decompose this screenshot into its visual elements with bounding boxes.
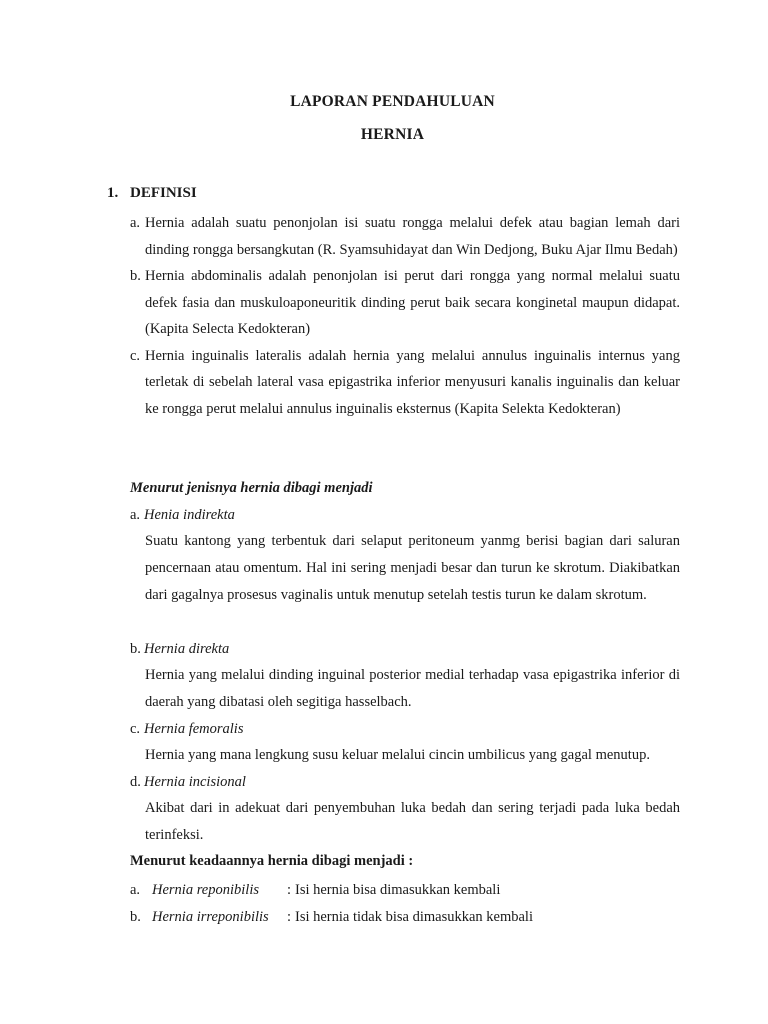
list-marker: a. [130, 507, 141, 523]
condition-heading: Menurut keadaannya hernia dibagi menjadi : [130, 853, 414, 869]
condition-term: Hernia reponibilis [152, 882, 260, 898]
type-description: Suatu kantong yang terbentuk dari selaput peritoneum yanmg berisi bagian dari saluran pencernaan atau omentum. Hal ini sering menjadi besar dan turun ke skrotum. Diakibatkan dari gagalnya prosesus vaginalis untuk menutup setelah testis turun ke dalam skrotum. [145, 533, 680, 603]
definition-item [130, 343, 680, 423]
list-marker: b. [130, 268, 141, 284]
type-description: Hernia yang mana lengkung susu keluar melalui cincin umbilicus yang gagal menutup. [145, 747, 650, 763]
type-description: Hernia yang melalui dinding inguinal posterior medial terhadap vasa epigastrika inferior di daerah yang dibatasi oleh segitiga hasselbach. [145, 667, 680, 710]
list-marker: a. [130, 882, 141, 898]
type-label: Hernia femoralis [144, 721, 244, 737]
list-marker: c. [130, 721, 141, 737]
condition-description: Isi hernia tidak bisa dimasukkan kembali [295, 909, 533, 925]
condition-row [130, 904, 533, 930]
list-marker: b. [130, 641, 141, 657]
condition-row [130, 877, 500, 903]
list-marker: d. [130, 774, 141, 790]
type-heading: Menurut jenisnya hernia dibagi menjadi [130, 480, 373, 496]
list-marker: c. [130, 347, 141, 364]
definition-list [130, 210, 680, 422]
list-marker: a. [130, 215, 141, 231]
definition-text: Hernia abdominalis adalah penonjolan isi perut dari rongga yang normal melalui suatu defek fasia dan muskuloaponeuritik dinding perut baik secara konginetal maupun didapat. (Kapita Selecta Kedokteran) [145, 268, 680, 337]
list-marker: b. [130, 909, 141, 925]
type-label: Hernia incisional [144, 774, 246, 790]
type-item [130, 769, 680, 849]
definition-item [130, 263, 680, 343]
section-title: DEFINISI [130, 185, 197, 201]
definition-item [130, 210, 680, 263]
condition-term: Hernia irreponibilis [152, 909, 269, 925]
type-item [130, 636, 680, 716]
section-heading [107, 185, 197, 202]
document-subtitle: HERNIA [360, 126, 425, 143]
condition-separator: : [287, 909, 292, 925]
condition-description: Isi hernia bisa dimasukkan kembali [295, 882, 501, 898]
type-item [130, 502, 680, 608]
definition-text: Hernia inguinalis lateralis adalah hernia yang melalui annulus inguinalis internus yang terletak di sebelah lateral vasa epigastrika inferior menyusuri kanalis inguinalis dan keluar ke rongga perut melalui annulus inguinalis eksternus (Kapita Selekta Kedokteran) [145, 347, 680, 417]
document-title: LAPORAN PENDAHULUAN [290, 93, 495, 110]
type-label: Hernia direkta [144, 641, 230, 657]
condition-separator: : [287, 882, 292, 898]
definition-text: Hernia adalah suatu penonjolan isi suatu rongga melalui defek atau bagian lemah dari dinding rongga bersangkutan (R. Syamsuhidayat dan Win Dedjong, Buku Ajar Ilmu Bedah) [145, 215, 680, 258]
type-description: Akibat dari in adekuat dari penyembuhan luka bedah dan sering terjadi pada luka bedah terinfeksi. [145, 800, 680, 843]
type-label: Henia indirekta [144, 507, 235, 523]
section-number: 1. [107, 185, 119, 201]
type-item [130, 716, 680, 769]
